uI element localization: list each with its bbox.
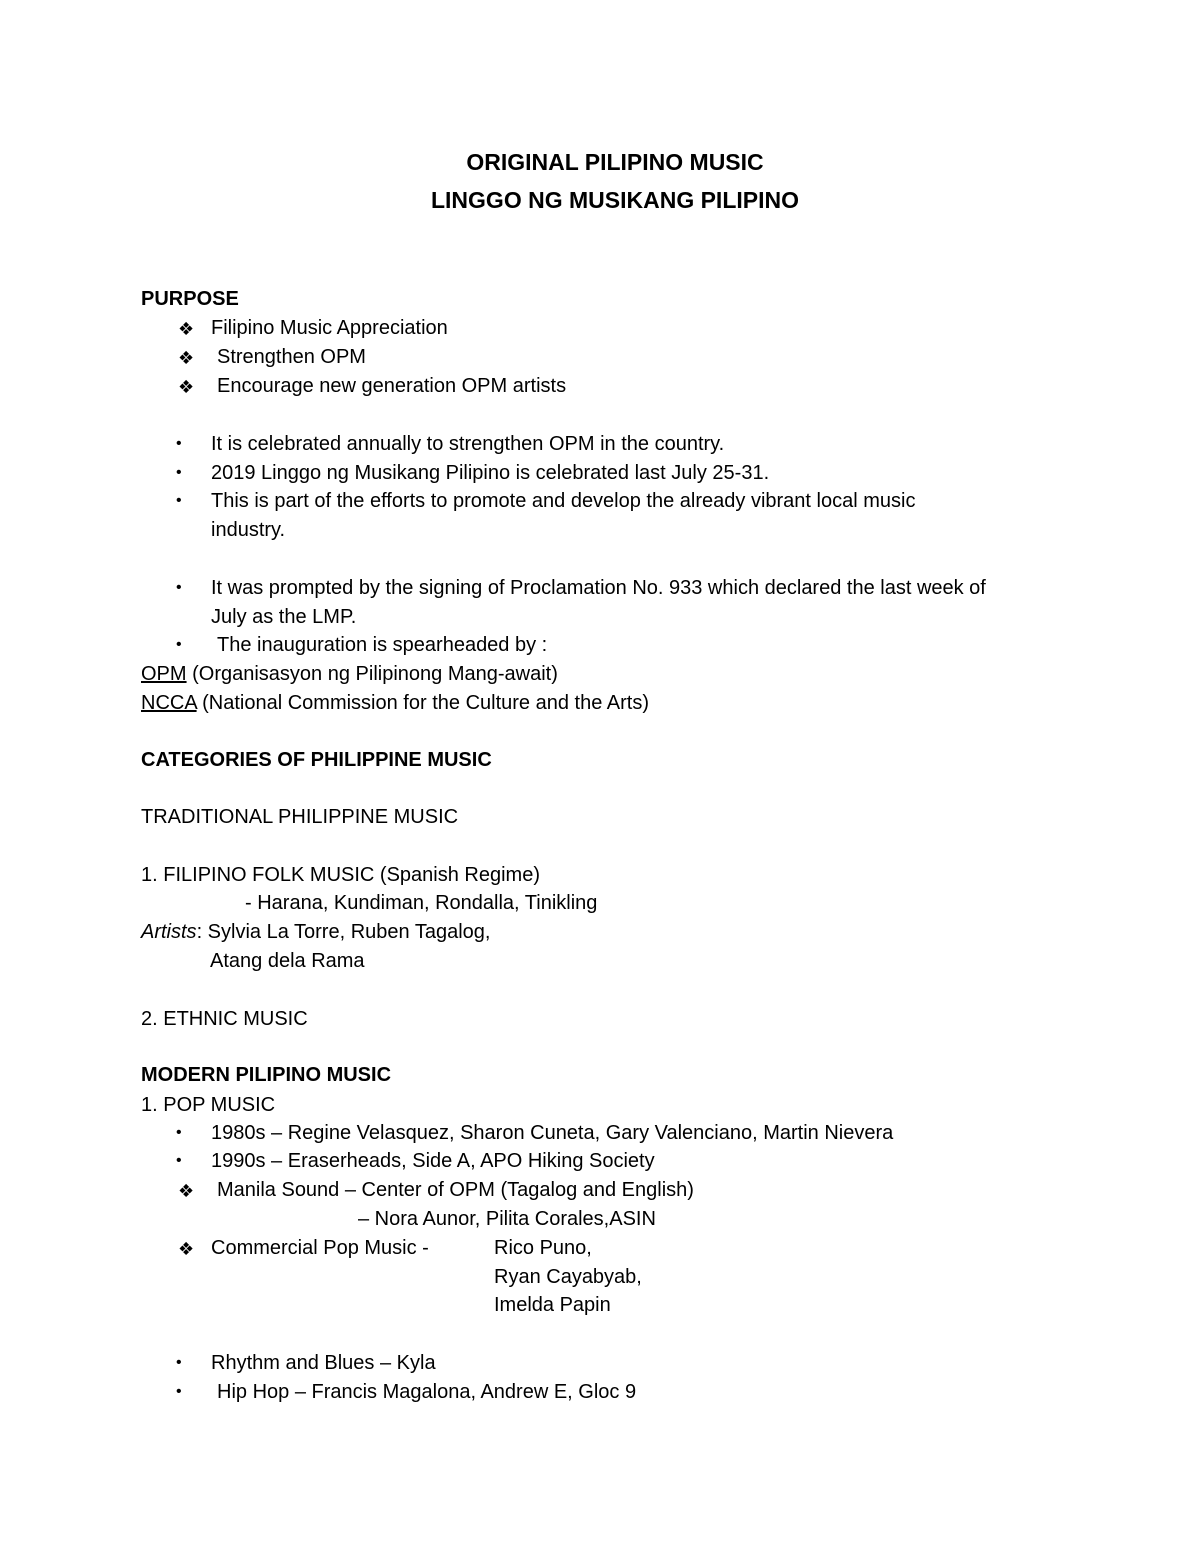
manila-sound: Manila Sound – Center of OPM (Tagalog and English): [217, 1179, 694, 1201]
pop-1990s: 1990s – Eraserheads, Side A, APO Hiking Society: [211, 1150, 655, 1172]
title-line-1: ORIGINAL PILIPINO MUSIC: [466, 149, 764, 175]
fact-item-continued: industry.: [211, 519, 286, 541]
fact-item: 2019 Linggo ng Musikang Pilipino is celebrated last July 25-31.: [211, 462, 770, 484]
bullet-icon: •: [176, 636, 182, 653]
manila-sound-artists: – Nora Aunor, Pilita Corales,ASIN: [358, 1208, 656, 1230]
pop-1980s: 1980s – Regine Velasquez, Sharon Cuneta, Gary Valenciano, Martin Nievera: [211, 1122, 894, 1144]
artists-label: Artists: [141, 921, 197, 943]
diamond-bullet-icon: ❖: [178, 377, 195, 397]
traditional-heading: TRADITIONAL PHILIPPINE MUSIC: [141, 806, 459, 828]
fact-item: It was prompted by the signing of Proclamation No. 933 which declared the last week of: [211, 577, 986, 599]
purpose-item: Encourage new generation OPM artists: [217, 375, 567, 397]
commercial-artist: Rico Puno,: [494, 1237, 592, 1259]
org-name: (National Commission for the Culture and the Arts): [196, 692, 649, 714]
commercial-artist: Ryan Cayabyab,: [494, 1266, 642, 1288]
fact-item: The inauguration is spearheaded by :: [217, 634, 548, 656]
bullet-icon: •: [176, 579, 182, 596]
fact-item: It is celebrated annually to strengthen OPM in the country.: [211, 433, 725, 455]
folk-music-title: 1. FILIPINO FOLK MUSIC (Spanish Regime): [141, 864, 541, 886]
rnb-line: Rhythm and Blues – Kyla: [211, 1352, 436, 1374]
commercial-artist: Imelda Papin: [494, 1294, 611, 1316]
folk-artists-line: [141, 922, 490, 942]
org-abbr: NCCA: [141, 692, 197, 714]
bullet-icon: •: [176, 1383, 182, 1400]
artists-names: : Sylvia La Torre, Ruben Tagalog,: [196, 921, 491, 943]
fact-item-continued: July as the LMP.: [211, 606, 357, 628]
diamond-bullet-icon: ❖: [178, 319, 195, 339]
ethnic-music-title: 2. ETHNIC MUSIC: [141, 1008, 308, 1030]
bullet-icon: •: [176, 1354, 182, 1371]
bullet-icon: •: [176, 492, 182, 509]
modern-heading: MODERN PILIPINO MUSIC: [141, 1064, 392, 1086]
hiphop-line: Hip Hop – Francis Magalona, Andrew E, Gloc 9: [217, 1381, 637, 1403]
org-line-opm: [141, 664, 558, 684]
bullet-icon: •: [176, 435, 182, 452]
diamond-bullet-icon: ❖: [178, 1239, 195, 1259]
purpose-heading: PURPOSE: [141, 288, 239, 310]
purpose-item: Strengthen OPM: [217, 346, 366, 368]
purpose-item: Filipino Music Appreciation: [211, 317, 448, 339]
org-line-ncca: [141, 693, 649, 713]
title-line-2: LINGGO NG MUSIKANG PILIPINO: [430, 187, 799, 213]
folk-music-forms: - Harana, Kundiman, Rondalla, Tinikling: [245, 892, 598, 914]
bullet-icon: •: [176, 464, 182, 481]
fact-item: This is part of the efforts to promote and develop the already vibrant local music: [211, 490, 916, 512]
diamond-bullet-icon: ❖: [178, 1181, 195, 1201]
diamond-bullet-icon: ❖: [178, 348, 195, 368]
org-abbr: OPM: [141, 663, 187, 685]
commercial-pop: Commercial Pop Music -: [211, 1237, 429, 1259]
pop-music-title: 1. POP MUSIC: [141, 1094, 276, 1116]
categories-heading: CATEGORIES OF PHILIPPINE MUSIC: [141, 749, 492, 771]
bullet-icon: •: [176, 1152, 182, 1169]
org-name: (Organisasyon ng Pilipinong Mang-await): [186, 663, 558, 685]
bullet-icon: •: [176, 1124, 182, 1141]
folk-artists-line-2: Atang dela Rama: [210, 950, 365, 972]
